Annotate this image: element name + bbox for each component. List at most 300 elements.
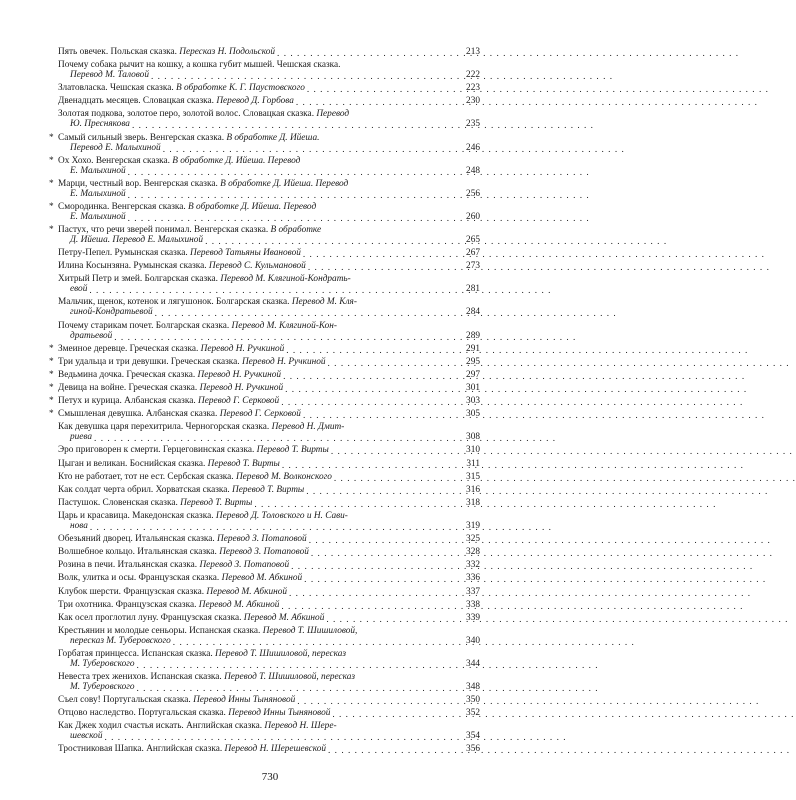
- entry-text: [58, 396, 279, 406]
- toc-entry: [58, 695, 480, 705]
- toc-entry: [58, 60, 480, 80]
- entry-line: [58, 396, 480, 406]
- dot-leader: [132, 121, 460, 129]
- entry-line: [58, 179, 480, 189]
- entry-line: [58, 297, 480, 307]
- dot-leader: [297, 697, 460, 705]
- toc-entry: [58, 600, 480, 610]
- entry-credit: Перевод Г. Серковой: [219, 409, 301, 420]
- entry-title: Клубок шерсти. Французская сказка.: [58, 586, 205, 597]
- entry-credit: Пересказ Н. Подольской: [179, 47, 276, 57]
- entry-title: Девица на войне. Греческая сказка.: [58, 382, 198, 393]
- entry-line-continued: [58, 143, 480, 153]
- entry-text: [58, 721, 337, 731]
- entry-credit: Перевод: [316, 109, 350, 120]
- entry-text: [58, 534, 307, 544]
- entry-continuation: [70, 166, 126, 176]
- entry-credit: Перевод М. Клягиной-Кондрать-: [220, 274, 351, 285]
- dot-leader: [306, 487, 460, 495]
- entry-continuation: [70, 731, 102, 741]
- entry-page-number: 284: [466, 307, 480, 318]
- entry-line: [58, 472, 480, 482]
- entry-line: [58, 721, 480, 731]
- entry-credit: Перевод Т. Вирты: [256, 445, 329, 456]
- entry-credit-continued: шевской: [70, 731, 103, 742]
- entry-page-number: 338: [466, 599, 480, 610]
- toc-entry: [49, 382, 480, 393]
- asterisk-mark: *: [49, 409, 54, 420]
- entry-page-number: 246: [466, 142, 480, 153]
- entry-line: [58, 547, 480, 557]
- entry-credit: Перевод М. Клягиной-Кон-: [231, 320, 338, 331]
- toc-entry: [49, 356, 480, 367]
- dot-leader: [281, 602, 460, 610]
- entry-credit-continued: евой: [70, 284, 88, 295]
- entry-text: [58, 202, 316, 212]
- toc-entry: [58, 109, 480, 129]
- entry-credit-continued: дратьевой: [70, 330, 113, 341]
- entry-line: [58, 600, 480, 610]
- entry-text: [58, 297, 357, 307]
- entry-credit: Перевод Н. Дмит-: [271, 422, 345, 433]
- entry-page-number: 260: [466, 211, 480, 222]
- entry-page-number: 301: [466, 382, 480, 393]
- entry-title: Отцово наследство. Португальская сказка.: [58, 708, 226, 719]
- entry-title: Змеиное деревце. Греческая сказка.: [58, 343, 199, 354]
- entry-line: [58, 370, 480, 380]
- toc-entry: [49, 178, 480, 199]
- entry-text: [58, 261, 306, 271]
- entry-line-continued: [58, 521, 480, 531]
- entry-credit: Перевод Т. Вирты: [207, 458, 280, 469]
- dot-leader: [291, 562, 460, 570]
- entry-page-number: 230: [466, 96, 480, 107]
- entry-text: [58, 600, 279, 610]
- entry-line: [58, 498, 480, 508]
- entry-continuation: [70, 284, 87, 294]
- entry-title: Крестьянин и молодые сеньоры. Испанская сказка.: [58, 625, 261, 636]
- entry-line: [58, 422, 480, 432]
- entry-text: [58, 409, 301, 419]
- entry-credit: Перевод Д. Горбова: [216, 96, 294, 107]
- entry-line: [58, 133, 480, 143]
- entry-title: Как девушка царя перехитрила. Черногорская сказка.: [58, 422, 270, 433]
- entry-page-number: 222: [466, 70, 480, 81]
- entry-credit-continued: Ю. Преснякова: [70, 119, 130, 130]
- entry-line: [58, 695, 480, 705]
- entry-credit: Перевод Инны Тыняновой: [228, 708, 331, 719]
- dot-leader: [89, 286, 460, 294]
- entry-line: [58, 344, 480, 354]
- entry-title: Три охотника. Французская сказка.: [58, 599, 197, 610]
- entry-credit: Перевод З. Потаповой: [199, 560, 290, 571]
- entry-page-number: 311: [466, 458, 480, 469]
- dot-leader: [303, 250, 460, 258]
- entry-credit: Перевод Т. Вирты: [232, 484, 305, 495]
- entry-page-number: 267: [466, 248, 480, 259]
- dot-leader: [128, 168, 460, 176]
- asterisk-mark: *: [49, 178, 54, 189]
- entry-page-number: 281: [466, 284, 480, 295]
- entry-credit: Перевод Татьяны Ивановой: [190, 248, 301, 259]
- entry-page-number: 310: [466, 445, 480, 456]
- entry-text: [58, 133, 319, 143]
- entry-line: [58, 409, 480, 419]
- entry-line-continued: [58, 284, 480, 294]
- entry-line: [58, 511, 480, 521]
- entry-title: Ох Хохо. Венгерская сказка.: [58, 155, 170, 166]
- entry-text: [58, 321, 337, 331]
- toc-entry: [58, 573, 480, 583]
- asterisk-mark: *: [49, 396, 54, 407]
- asterisk-mark: *: [49, 132, 54, 143]
- entry-line-continued: [58, 235, 480, 245]
- entry-title: Почему старикам почет. Болгарская сказка.: [58, 320, 230, 331]
- entry-title: Съел сову! Португальская сказка.: [58, 695, 191, 706]
- entry-credit: Перевод М. Абкиной: [198, 599, 280, 610]
- entry-page-number: 318: [466, 497, 480, 508]
- toc-entry: [58, 445, 480, 455]
- dot-leader: [104, 733, 460, 741]
- entry-credit-continued: М. Туберовского: [70, 658, 135, 669]
- toc-entry: [58, 744, 480, 754]
- toc-entry: [58, 626, 480, 646]
- entry-line-continued: [58, 331, 480, 341]
- entry-title: Цыган и великан. Боснийская сказка.: [58, 458, 206, 469]
- entry-line: [58, 613, 480, 623]
- dot-leader: [254, 500, 460, 508]
- entry-page-number: 291: [466, 343, 480, 354]
- dot-leader: [137, 661, 460, 669]
- entry-line: [58, 485, 480, 495]
- toc-entry: [58, 261, 480, 271]
- entry-page-number: 223: [466, 83, 480, 94]
- entry-line-continued: [58, 166, 480, 176]
- entry-continuation: [70, 119, 130, 129]
- entry-credit: В обработке Д. Ийеша.: [226, 132, 320, 143]
- entry-text: [58, 695, 295, 705]
- entry-line: [58, 109, 480, 119]
- entry-credit: Перевод Т. Шишиловой, пересказ: [215, 648, 346, 659]
- entry-page-number: 256: [466, 188, 480, 199]
- entry-title: Смышленая девушка. Албанская сказка.: [58, 409, 218, 420]
- entry-page-number: 305: [466, 409, 480, 420]
- entry-line: [58, 708, 480, 718]
- toc-entry: [58, 83, 480, 93]
- entry-line: [58, 274, 480, 284]
- entry-title: Самый сильный зверь. Венгерская сказка.: [58, 132, 225, 143]
- entry-credit-continued: Д. Ийеша. Перевод Е. Малыхиной: [70, 234, 204, 245]
- dot-leader: [331, 447, 460, 455]
- toc-entry: [58, 321, 480, 341]
- entry-text: [58, 344, 284, 354]
- toc-entry: [58, 459, 480, 469]
- entry-text: [58, 708, 330, 718]
- dot-leader: [286, 346, 460, 354]
- entry-page-number: 319: [466, 520, 480, 531]
- entry-text: [58, 459, 280, 469]
- entry-text: [58, 511, 348, 521]
- toc-entry: [49, 155, 480, 176]
- toc-entry: [58, 485, 480, 495]
- dot-leader: [173, 638, 460, 646]
- entry-page-number: 303: [466, 396, 480, 407]
- entry-credit: Перевод Г. Серковой: [197, 396, 280, 407]
- entry-credit: Перевод Н. Ручкиной: [197, 369, 282, 380]
- entry-text: [58, 225, 321, 235]
- entry-line: [58, 560, 480, 570]
- dot-leader: [307, 85, 460, 93]
- asterisk-mark: *: [49, 356, 54, 367]
- entry-continuation: [70, 636, 171, 646]
- entry-title: Мальчик, щенок, котенок и лягушонок. Болгарская сказка.: [58, 297, 290, 308]
- entry-line: [58, 225, 480, 235]
- entry-credit: В обработке К. Г. Паустовского: [175, 83, 305, 94]
- entry-line-continued: [58, 119, 480, 129]
- entry-line-continued: [58, 659, 480, 669]
- entry-title: Царь и красавица. Македонская сказка.: [58, 510, 214, 521]
- entry-line: [58, 357, 480, 367]
- entry-text: [58, 472, 332, 482]
- entry-title: Марци, честный вор. Венгерская сказка.: [58, 178, 218, 189]
- entry-text: [58, 370, 281, 380]
- entry-title: Тростниковая Шапка. Английская сказка.: [58, 744, 223, 755]
- toc-entry: [58, 649, 480, 669]
- dot-leader: [128, 214, 460, 222]
- page-number: 730: [261, 771, 279, 783]
- entry-title: Пять овечек. Польская сказка.: [58, 47, 177, 57]
- entry-credit-continued: пересказ М. Туберовского: [70, 635, 171, 646]
- entry-title: Эро приговорен к смерти. Герцеговинская сказка.: [58, 445, 255, 456]
- entry-text: [58, 560, 289, 570]
- entry-title: Смородинка. Венгерская сказка.: [58, 201, 186, 212]
- entry-continuation: [70, 682, 135, 692]
- entry-credit: Перевод Н. Ручкиной: [200, 343, 285, 354]
- entry-credit: Перевод Н. Шерешевской: [224, 744, 327, 755]
- entry-title: Кто не работает, тот не ест. Сербская сказка.: [58, 471, 234, 482]
- asterisk-mark: *: [49, 201, 54, 212]
- entry-text: [58, 96, 294, 106]
- toc-entry: [58, 534, 480, 544]
- entry-title: Розина в печи. Итальянская сказка.: [58, 560, 198, 571]
- entry-page-number: 316: [466, 484, 480, 495]
- entry-page-number: 297: [466, 369, 480, 380]
- entry-text: [58, 547, 309, 557]
- entry-continuation: [70, 307, 153, 317]
- entry-title: Хитрый Петр и змей. Болгарская сказка.: [58, 274, 218, 285]
- toc-entry: [58, 721, 480, 741]
- entry-line: [58, 672, 480, 682]
- entry-credit-continued: нова: [70, 520, 88, 531]
- entry-credit: Перевод Н. Ручкиной: [241, 356, 326, 367]
- toc-entry: [58, 422, 480, 442]
- dot-leader: [326, 615, 460, 623]
- entry-page-number: 332: [466, 560, 480, 571]
- entry-line: [58, 626, 480, 636]
- entry-credit: Перевод З. Потаповой: [219, 547, 309, 558]
- entry-text: [58, 573, 302, 583]
- entry-title: Златовласка. Чешская сказка.: [58, 83, 174, 94]
- dot-leader: [309, 536, 460, 544]
- entry-credit: Перевод Т. Шишиловой,: [262, 625, 358, 636]
- entry-line: [58, 383, 480, 393]
- entry-line-continued: [58, 731, 480, 741]
- entry-title: Двенадцать месяцев. Словацкая сказка.: [58, 96, 214, 107]
- dot-leader: [151, 72, 460, 80]
- dot-leader: [281, 398, 460, 406]
- toc-entry: [58, 587, 480, 597]
- entry-credit-continued: Перевод М. Таловой: [70, 70, 149, 81]
- entry-text: [58, 156, 300, 166]
- entry-credit: Перевод Т. Шишиловой, пересказ: [224, 672, 356, 683]
- entry-continuation: [70, 189, 126, 199]
- entry-text: [58, 47, 275, 57]
- dot-leader: [114, 333, 460, 341]
- entry-text: [58, 445, 329, 455]
- entry-continuation: [70, 235, 203, 245]
- entry-text: [58, 613, 324, 623]
- entry-page-number: 308: [466, 432, 480, 443]
- entry-page-number: 265: [466, 234, 480, 245]
- entry-continuation: [70, 70, 149, 80]
- entry-continuation: [70, 659, 135, 669]
- entry-title: Как Джек ходил счастья искать. Английская сказка.: [58, 721, 263, 732]
- dot-leader: [137, 684, 460, 692]
- entry-line-continued: [58, 307, 480, 317]
- entry-title: Волк, улитка и осы. Французская сказка.: [58, 573, 220, 584]
- entry-page-number: 339: [466, 612, 480, 623]
- entry-credit-continued: Е. Малыхиной: [70, 188, 126, 199]
- entry-page-number: 213: [466, 47, 480, 57]
- entry-text: [58, 383, 283, 393]
- dot-leader: [328, 746, 460, 754]
- dot-leader: [289, 589, 460, 597]
- entry-credit: Перевод Н. Ручкиной: [199, 382, 284, 393]
- entry-credit: Перевод М. Абкиной: [221, 573, 303, 584]
- dot-leader: [90, 523, 460, 531]
- entry-line: [58, 202, 480, 212]
- entry-text: [58, 60, 340, 70]
- entry-page-number: 356: [466, 744, 480, 755]
- entry-page-number: 248: [466, 165, 480, 176]
- toc-entry: [58, 708, 480, 718]
- entry-page-number: 295: [466, 356, 480, 367]
- entry-credit: Перевод Д. Толовского и Н. Сави-: [215, 510, 348, 521]
- entry-credit: Перевод М. Абкиной: [206, 586, 288, 597]
- entry-credit: В обработке Д. Ийеша. Перевод: [220, 178, 349, 189]
- entry-continuation: [70, 331, 112, 341]
- entry-line-continued: [58, 636, 480, 646]
- dot-leader: [128, 191, 460, 199]
- toc-entry: [58, 47, 480, 57]
- entry-line-continued: [58, 189, 480, 199]
- dot-leader: [205, 237, 460, 245]
- toc-entry: [49, 201, 480, 222]
- entry-line: [58, 47, 480, 57]
- entry-text: [58, 179, 348, 189]
- entry-page-number: 315: [466, 471, 480, 482]
- entry-text: [58, 672, 355, 682]
- dot-leader: [283, 372, 460, 380]
- entry-line: [58, 445, 480, 455]
- dot-leader: [163, 145, 460, 153]
- toc-entry: [49, 369, 480, 380]
- entry-credit: В обработке: [270, 224, 322, 235]
- entry-credit: Перевод М. Кля-: [291, 297, 357, 308]
- entry-page-number: 350: [466, 695, 480, 706]
- entry-title: Как солдат черта обрил. Хорватская сказка.: [58, 484, 230, 495]
- toc-entry: [58, 613, 480, 623]
- toc-entry: [58, 96, 480, 106]
- dot-leader: [277, 49, 460, 57]
- dot-leader: [94, 434, 460, 442]
- entry-page-number: 354: [466, 731, 480, 742]
- toc-entry: [58, 511, 480, 531]
- entry-page-number: 325: [466, 534, 480, 545]
- entry-line: [58, 83, 480, 93]
- entry-page-number: 352: [466, 708, 480, 719]
- entry-line: [58, 744, 480, 754]
- entry-credit: Перевод М. Абкиной: [243, 612, 325, 623]
- entry-title: Ведьмина дочка. Греческая сказка.: [58, 369, 196, 380]
- entry-title: Невеста трех женихов. Испанская сказка.: [58, 672, 222, 683]
- entry-credit: В обработке Д. Ийеша. Перевод: [188, 201, 317, 212]
- entry-text: [58, 109, 349, 119]
- entry-line: [58, 321, 480, 331]
- entry-credit: В обработке Д. Ийеша. Перевод: [172, 155, 301, 166]
- dot-leader: [308, 263, 460, 271]
- entry-title: Волшебное кольцо. Итальянская сказка.: [58, 547, 217, 558]
- dot-leader: [304, 575, 460, 583]
- entry-line-continued: [58, 432, 480, 442]
- entry-line: [58, 459, 480, 469]
- entry-text: [58, 587, 287, 597]
- entry-line: [58, 573, 480, 583]
- entry-title: Золотая подкова, золотое перо, золотой волос. Словацкая сказка.: [58, 109, 315, 120]
- entry-page-number: 235: [466, 119, 480, 130]
- toc-entry: [58, 560, 480, 570]
- dot-leader: [285, 385, 460, 393]
- entry-page-number: 273: [466, 261, 480, 272]
- entry-text: [58, 498, 252, 508]
- entry-title: Обезьяний дворец. Итальянская сказка.: [58, 534, 215, 545]
- entry-text: [58, 485, 304, 495]
- toc-entry: [58, 498, 480, 508]
- entry-text: [58, 626, 357, 636]
- toc-entry: [58, 297, 480, 317]
- asterisk-mark: *: [49, 155, 54, 166]
- entry-text: [58, 744, 326, 754]
- asterisk-mark: *: [49, 343, 54, 354]
- entry-text: [58, 422, 344, 432]
- entry-credit-continued: Е. Малыхиной: [70, 211, 126, 222]
- entry-line: [58, 534, 480, 544]
- toc-entry: [49, 409, 480, 420]
- entry-title: Петру-Пепел. Румынская сказка.: [58, 248, 188, 259]
- entry-continuation: [70, 521, 88, 531]
- entry-credit-continued: М. Туберовского: [70, 682, 135, 693]
- entry-credit: Перевод Т. Вирты: [180, 497, 253, 508]
- entry-line-continued: [58, 212, 480, 222]
- toc-entry: [58, 472, 480, 482]
- dot-leader: [334, 474, 460, 482]
- table-of-contents: [49, 47, 480, 758]
- entry-continuation: [70, 143, 161, 153]
- entry-page-number: 344: [466, 658, 480, 669]
- asterisk-mark: *: [49, 369, 54, 380]
- toc-entry: [58, 547, 480, 557]
- entry-credit-continued: гиной-Кондратьевой: [70, 307, 153, 318]
